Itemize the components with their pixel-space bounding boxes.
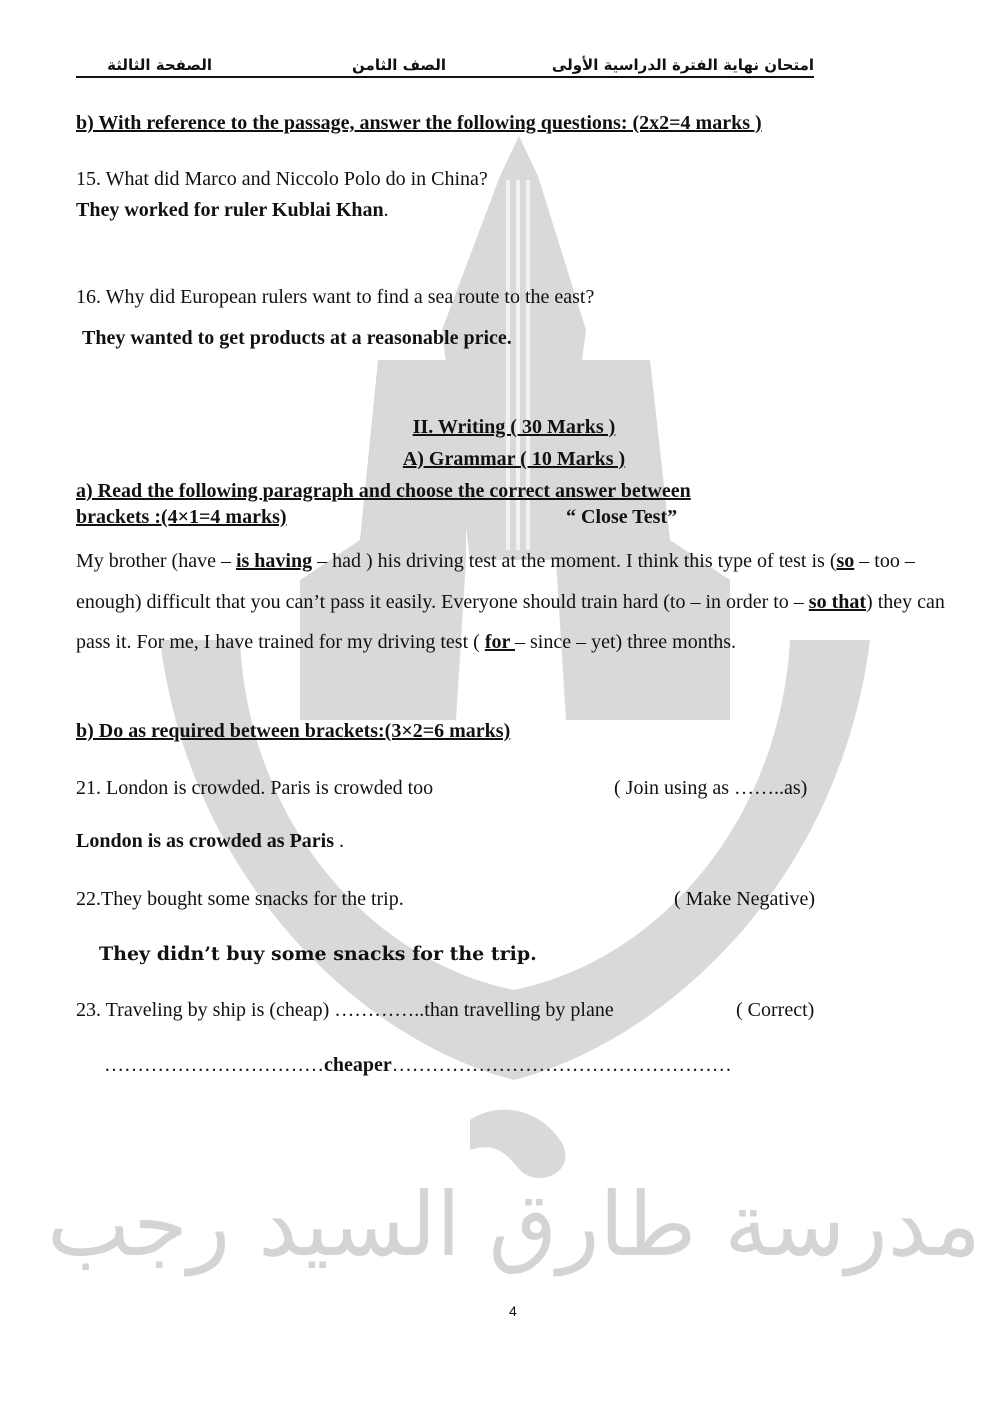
page-number: 4 [509,1303,517,1319]
answer-17: is having [235,550,313,572]
question-21-instruction: ( Join using as ……..as) [614,777,808,799]
part-a-heading-line1: a) Read the following paragraph and choose the correct answer between [76,480,691,502]
answer-19: so that [808,590,867,613]
question-16: 16. Why did European rulers want to find a sea route to the east? [76,286,595,308]
watermark-school-name: مدرسة طارق السيد رجب [46,1173,982,1276]
part-a-heading-line2: brackets :(4×1=4 marks) [76,506,287,528]
answer-23-dots-left: …………………………… [104,1054,324,1076]
paragraph-text-5: – since – yet) three months. [515,631,737,653]
answer-15 [76,199,389,222]
answer-23-dots-right: …………………………………………… [391,1054,732,1076]
close-test-tag: “ Close Test” [566,506,678,528]
question-22: 22.They bought some snacks for the trip. [76,888,404,910]
answer-15-end: . [383,199,389,221]
paragraph-text-4: ) they can pass it. For me, I have trained for my driving test ( [76,590,945,653]
answer-23-text: cheaper [324,1054,392,1076]
header-rule [76,76,814,78]
header-page-label: الصفحة الثالثة [107,56,212,74]
paragraph-text-2: – had ) his driving test at the moment. I think this type of test is ( [312,550,837,572]
question-23: 23. Traveling by ship is (cheap) …………..than travelling by plane [76,999,614,1021]
header-exam-title: امتحان نهاية الفترة الدراسية الأولى [551,56,814,74]
question-15: 15. What did Marco and Niccolo Polo do in China? [76,168,488,190]
section-b-heading: b) With reference to the passage, answer the following questions: (2x2=4 marks ) [76,112,762,134]
answer-21-end: . [334,830,345,852]
answer-15-text: They worked for ruler Kublai Khan [76,199,384,221]
answer-18: so [836,550,855,572]
answer-21-text: London is as crowded as Paris [76,830,335,852]
answer-16: They wanted to get products at a reasonable price. [82,327,512,349]
close-test-paragraph [76,541,956,663]
paragraph-text-3: – too – enough) difficult that you can’t pass it easily. Everyone should train hard (to – in order to – [76,550,915,613]
writing-title: II. Writing ( 30 Marks ) [412,416,616,438]
question-22-instruction: ( Make Negative) [674,888,816,910]
header-grade: الصف الثامن [352,56,446,74]
paragraph-text-1: My brother (have – [76,550,236,572]
answer-20: for [484,631,515,653]
answer-22: They didn’t buy some snacks for the trip. [99,943,537,965]
question-21: 21. London is crowded. Paris is crowded too [76,777,434,799]
question-23-instruction: ( Correct) [736,999,815,1021]
grammar-title: A) Grammar ( 10 Marks ) [402,448,626,470]
part-b-heading: b) Do as required between brackets:(3×2=6 marks) [76,720,511,742]
answer-23 [104,1054,732,1077]
answer-21 [76,830,344,853]
